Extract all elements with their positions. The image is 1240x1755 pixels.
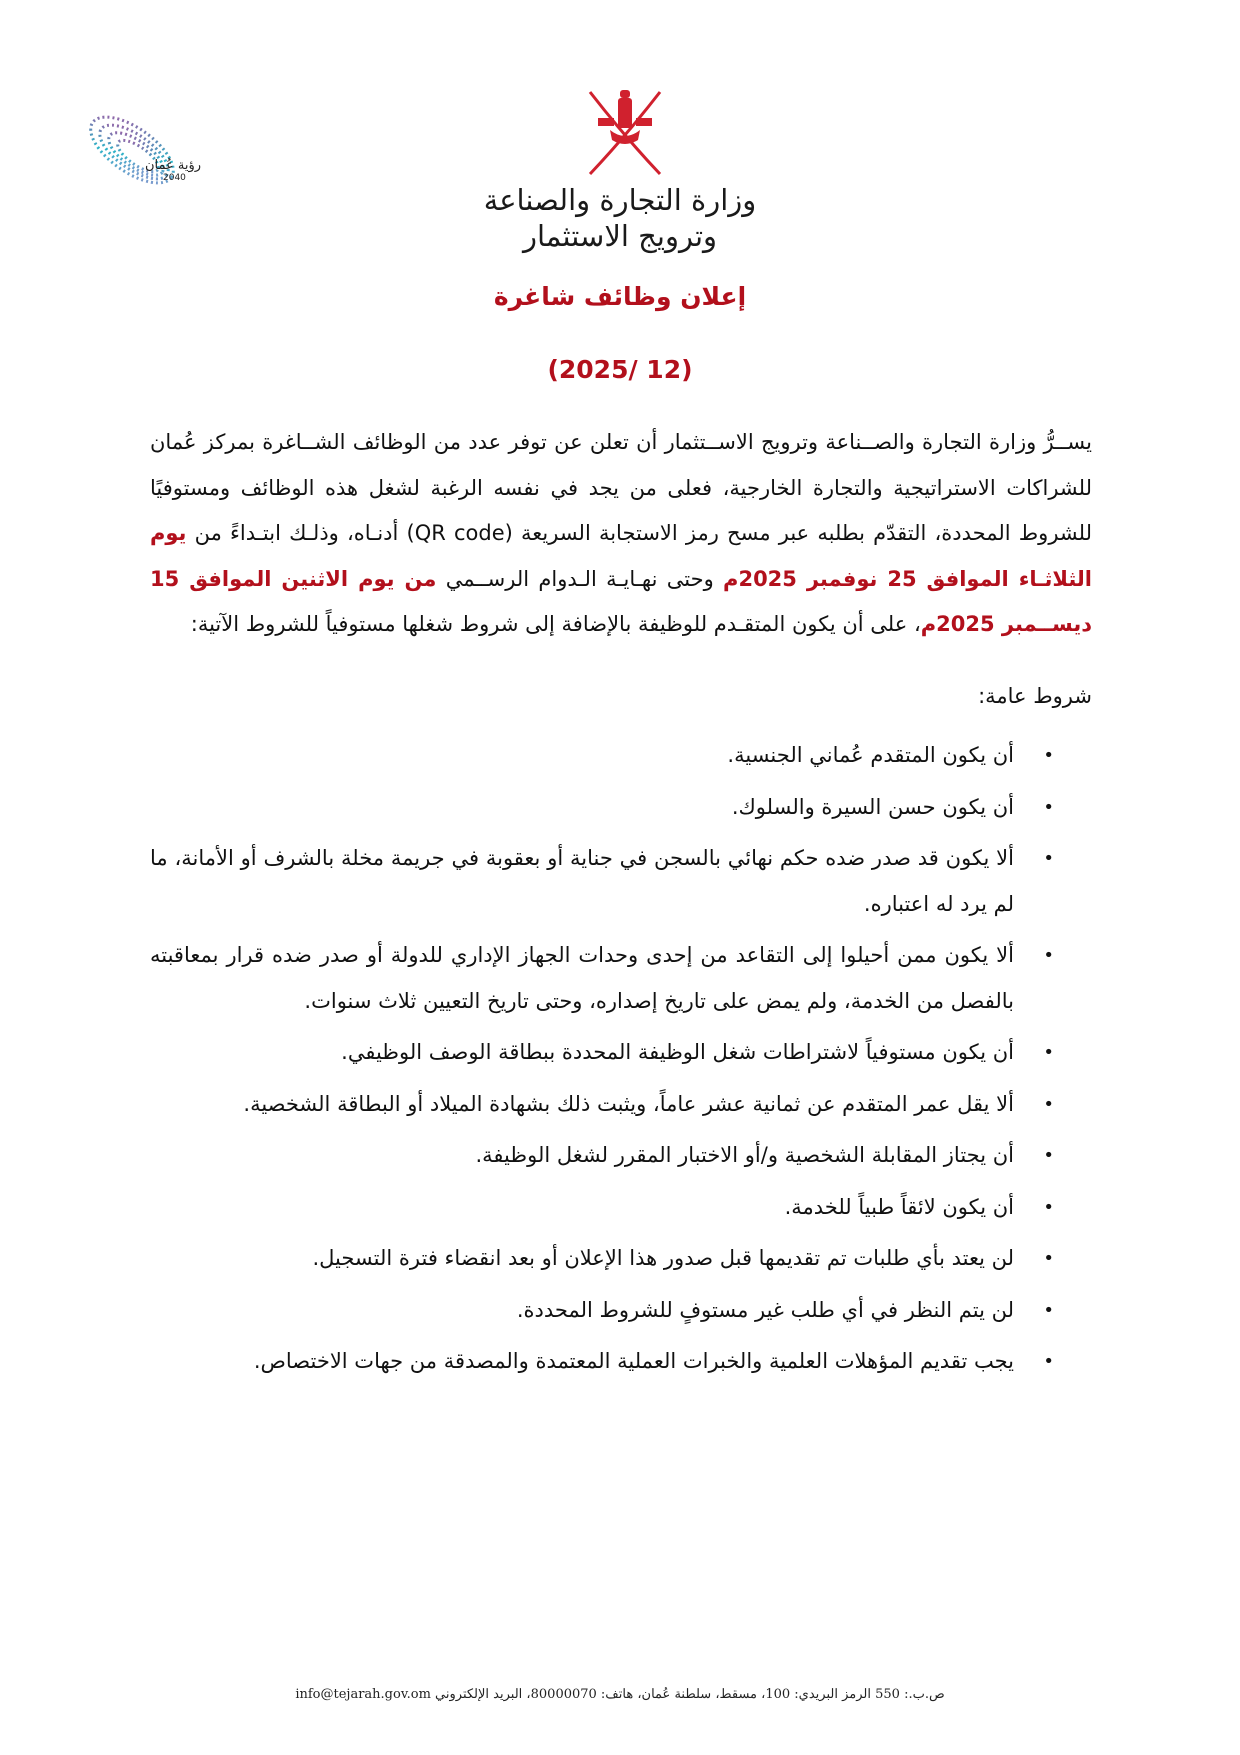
bullet-icon: • — [1043, 1145, 1054, 1166]
condition-text: لن يتم النظر في أي طلب غير مستوفٍ للشروط المحددة. — [516, 1297, 1014, 1322]
condition-item — [150, 1288, 1092, 1334]
condition-text: أن يكون المتقدم عُماني الجنسية. — [727, 743, 1014, 767]
document-body — [150, 420, 1092, 1391]
bullet-icon: • — [1043, 1299, 1054, 1321]
application-start-date: يوم الثلاثـاء الموافق 25 نوفمبر 2025م — [150, 521, 1092, 591]
bullet-icon: • — [1043, 1248, 1054, 1269]
bullet-icon: • — [1043, 945, 1054, 966]
condition-text: أن يكون مستوفياً لاشتراطات شغل الوظيفة المحددة ببطاقة الوصف الوظيفي. — [341, 1040, 1014, 1064]
bullet-icon: • — [1043, 796, 1054, 818]
condition-item — [150, 785, 1092, 831]
condition-item — [150, 1133, 1092, 1179]
condition-text: ألا يكون ممن أحيلوا إلى التقاعد من إحدى وحدات الجهاز الإداري للدولة أو صدر ضده قرار بمعاقبته بالفصل من الخدمة، ولم يمض على تاريخ إصداره، وحتى تاريخ التعيين ثلاث سنوات. — [150, 943, 1014, 1013]
ministry-name-logotype — [480, 182, 760, 254]
intro-text-part1: يســرُّ وزارة التجارة والصــناعة وترويج الاســتثمار أن تعلن عن توفر عدد من الوظائف الشــاغرة بمركز عُمان للشراكات الاستراتيجية والتجارة الخارجية، فعلى من يجد في نفسه الرغبة لشغل هذه الوظائف ومستوفيًا للشروط المحددة، التقدّم بطلبه عبر مسح رمز الاستجابة السريعة (QR code) أدنـاه، وذلـك ابتـداءً من — [150, 430, 1092, 545]
condition-item — [150, 1236, 1092, 1282]
general-conditions-heading: شروط عامة: — [978, 683, 1092, 708]
condition-text: أن يكون حسن السيرة والسلوك. — [731, 794, 1014, 819]
condition-item — [150, 1082, 1092, 1128]
intro-text-part2: وحتى نهـايـة الـدوام الرســمي — [445, 566, 714, 591]
intro-text-part3: ، على أن يكون المتقـدم للوظيفة بالإضافة إلى شروط شغلها مستوفياً للشروط الآتية: — [190, 612, 921, 636]
condition-text: أن يكون لائقاً طبياً للخدمة. — [784, 1194, 1014, 1219]
condition-item — [150, 933, 1092, 1024]
oman-vision-2040-logo — [72, 95, 222, 195]
condition-item — [150, 1339, 1092, 1385]
ministry-name-line2: وترويج الاستثمار — [522, 219, 718, 253]
bullet-icon: • — [1043, 1196, 1054, 1218]
condition-text: ألا يكون قد صدر ضده حكم نهائي بالسجن في جناية أو بعقوبة في جريمة مخلة بالشرف أو الأمانة، ما لم يرد له اعتباره. — [150, 846, 1014, 916]
condition-item — [150, 1030, 1092, 1076]
condition-item — [150, 836, 1092, 927]
bullet-icon: • — [1043, 1351, 1054, 1372]
vision-swirl-icon — [72, 95, 222, 195]
intro-paragraph — [150, 420, 1092, 648]
page-footer — [0, 1687, 1240, 1702]
condition-item — [150, 733, 1092, 779]
general-conditions-list — [150, 733, 1092, 1385]
condition-text: أن يجتاز المقابلة الشخصية و/أو الاختبار المقرر لشغل الوظيفة. — [475, 1143, 1014, 1167]
bullet-icon: • — [1043, 1042, 1054, 1063]
bullet-icon: • — [1043, 745, 1054, 766]
vision-logo-text: رؤية عُمان — [145, 158, 202, 173]
footer-email-link[interactable]: info@tejarah.gov.om — [295, 1687, 431, 1702]
application-end-date: من يوم الاثنين الموافق 15 ديســمبر 2025م — [150, 566, 1092, 636]
ministry-name-line1: وزارة التجارة والصناعة — [483, 183, 757, 217]
oman-emblem-icon — [580, 82, 670, 182]
bullet-icon: • — [1043, 1093, 1054, 1115]
condition-text: ألا يقل عمر المتقدم عن ثمانية عشر عاماً، ويثبت ذلك بشهادة الميلاد أو البطاقة الشخصية. — [243, 1091, 1014, 1116]
condition-text: يجب تقديم المؤهلات العلمية والخبرات العملية المعتمدة والمصدقة من جهات الاختصاص. — [253, 1349, 1014, 1373]
condition-text: لن يعتد بأي طلبات تم تقديمها قبل صدور هذا الإعلان أو بعد انقضاء فترة التسجيل. — [312, 1246, 1014, 1270]
announcement-number: (2025/ 12) — [547, 355, 693, 384]
vision-logo-year: 2040 — [163, 173, 186, 183]
bullet-icon: • — [1043, 848, 1054, 869]
announcement-title: إعلان وظائف شاغرة — [493, 282, 747, 311]
footer-address: ص.ب.: 550 الرمز البريدي: 100، مسقط، سلطنة عُمان، هاتف: 80000070، البريد الإلكتروني — [435, 1687, 945, 1702]
condition-item — [150, 1185, 1092, 1231]
